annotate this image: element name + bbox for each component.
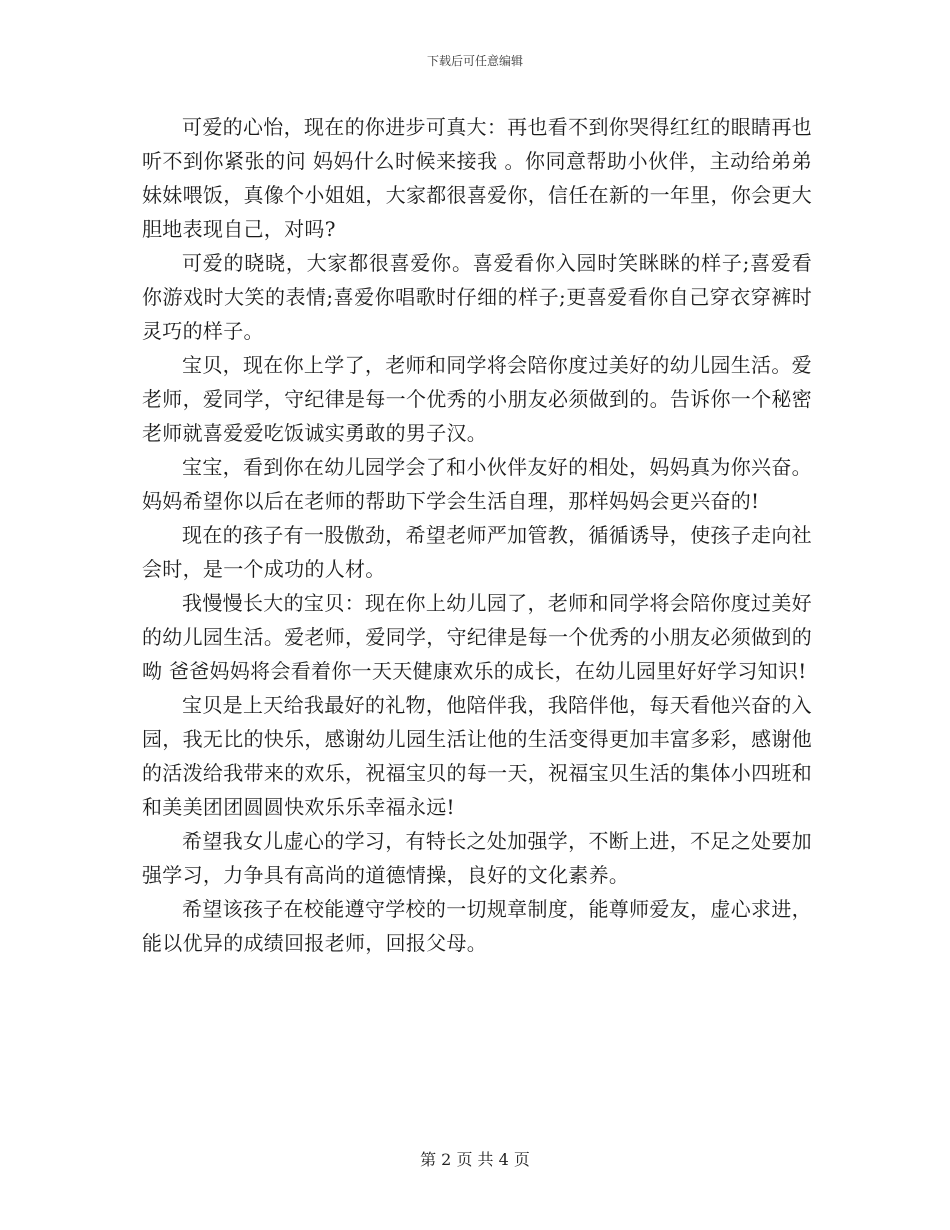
- paragraph: 宝宝，看到你在幼儿园学会了和小伙伴友好的相处，妈妈真为你兴奋。妈妈希望你以后在老师的帮助下学会生活自理，那样妈妈会更兴奋的!: [142, 455, 812, 513]
- paragraph: 现在的孩子有一股傲劲，希望老师严加管教，循循诱导，使孩子走向社会时，是一个成功的人材。: [142, 523, 812, 581]
- paragraph: 我慢慢长大的宝贝：现在你上幼儿园了，老师和同学将会陪你度过美好的幼儿园生活。爱老师，爱同学，守纪律是每一个优秀的小朋友必须做到的呦 爸爸妈妈将会看着你一天天健康欢乐的成长，在幼儿园里好好学习知识!: [142, 591, 812, 683]
- paragraph: 希望我女儿虚心的学习，有特长之处加强学，不断上进，不足之处要加强学习，力争具有高尚的道德情操，良好的文化素养。: [142, 829, 812, 887]
- paragraph: 可爱的心怡，现在的你进步可真大：再也看不到你哭得红红的眼睛再也听不到你紧张的问 妈妈什么时候来接我 。你同意帮助小伙伴，主动给弟弟妹妹喂饭，真像个小姐姐，大家都很喜爱你，信任在新的一年里，你会更大胆地表现自己，对吗?: [142, 115, 812, 241]
- page-number: 第 2 页 共 4 页: [420, 1150, 530, 1169]
- paragraph: 宝贝，现在你上学了，老师和同学将会陪你度过美好的幼儿园生活。爱老师，爱同学，守纪律是每一个优秀的小朋友必须做到的。告诉你一个秘密老师就喜爱爱吃饭诚实勇敢的男子汉。: [142, 353, 812, 445]
- paragraph: 宝贝是上天给我最好的礼物，他陪伴我，我陪伴他，每天看他兴奋的入园，我无比的快乐，感谢幼儿园生活让他的生活变得更加丰富多彩，感谢他的活泼给我带来的欢乐，祝福宝贝的每一天，祝福宝贝生活的集体小四班和和美美团团圆圆快欢乐乐幸福永远!: [142, 693, 812, 819]
- document-body: [142, 110, 812, 960]
- paragraph: 可爱的晓晓，大家都很喜爱你。喜爱看你入园时笑眯眯的样子;喜爱看你游戏时大笑的表情;喜爱你唱歌时仔细的样子;更喜爱看你自己穿衣穿裤时灵巧的样子。: [142, 251, 812, 343]
- page-header: 下载后可任意编辑: [426, 54, 523, 68]
- paragraph: 希望该孩子在校能遵守学校的一切规章制度，能尊师爱友，虚心求进，能以优异的成绩回报老师，回报父母。: [142, 897, 812, 955]
